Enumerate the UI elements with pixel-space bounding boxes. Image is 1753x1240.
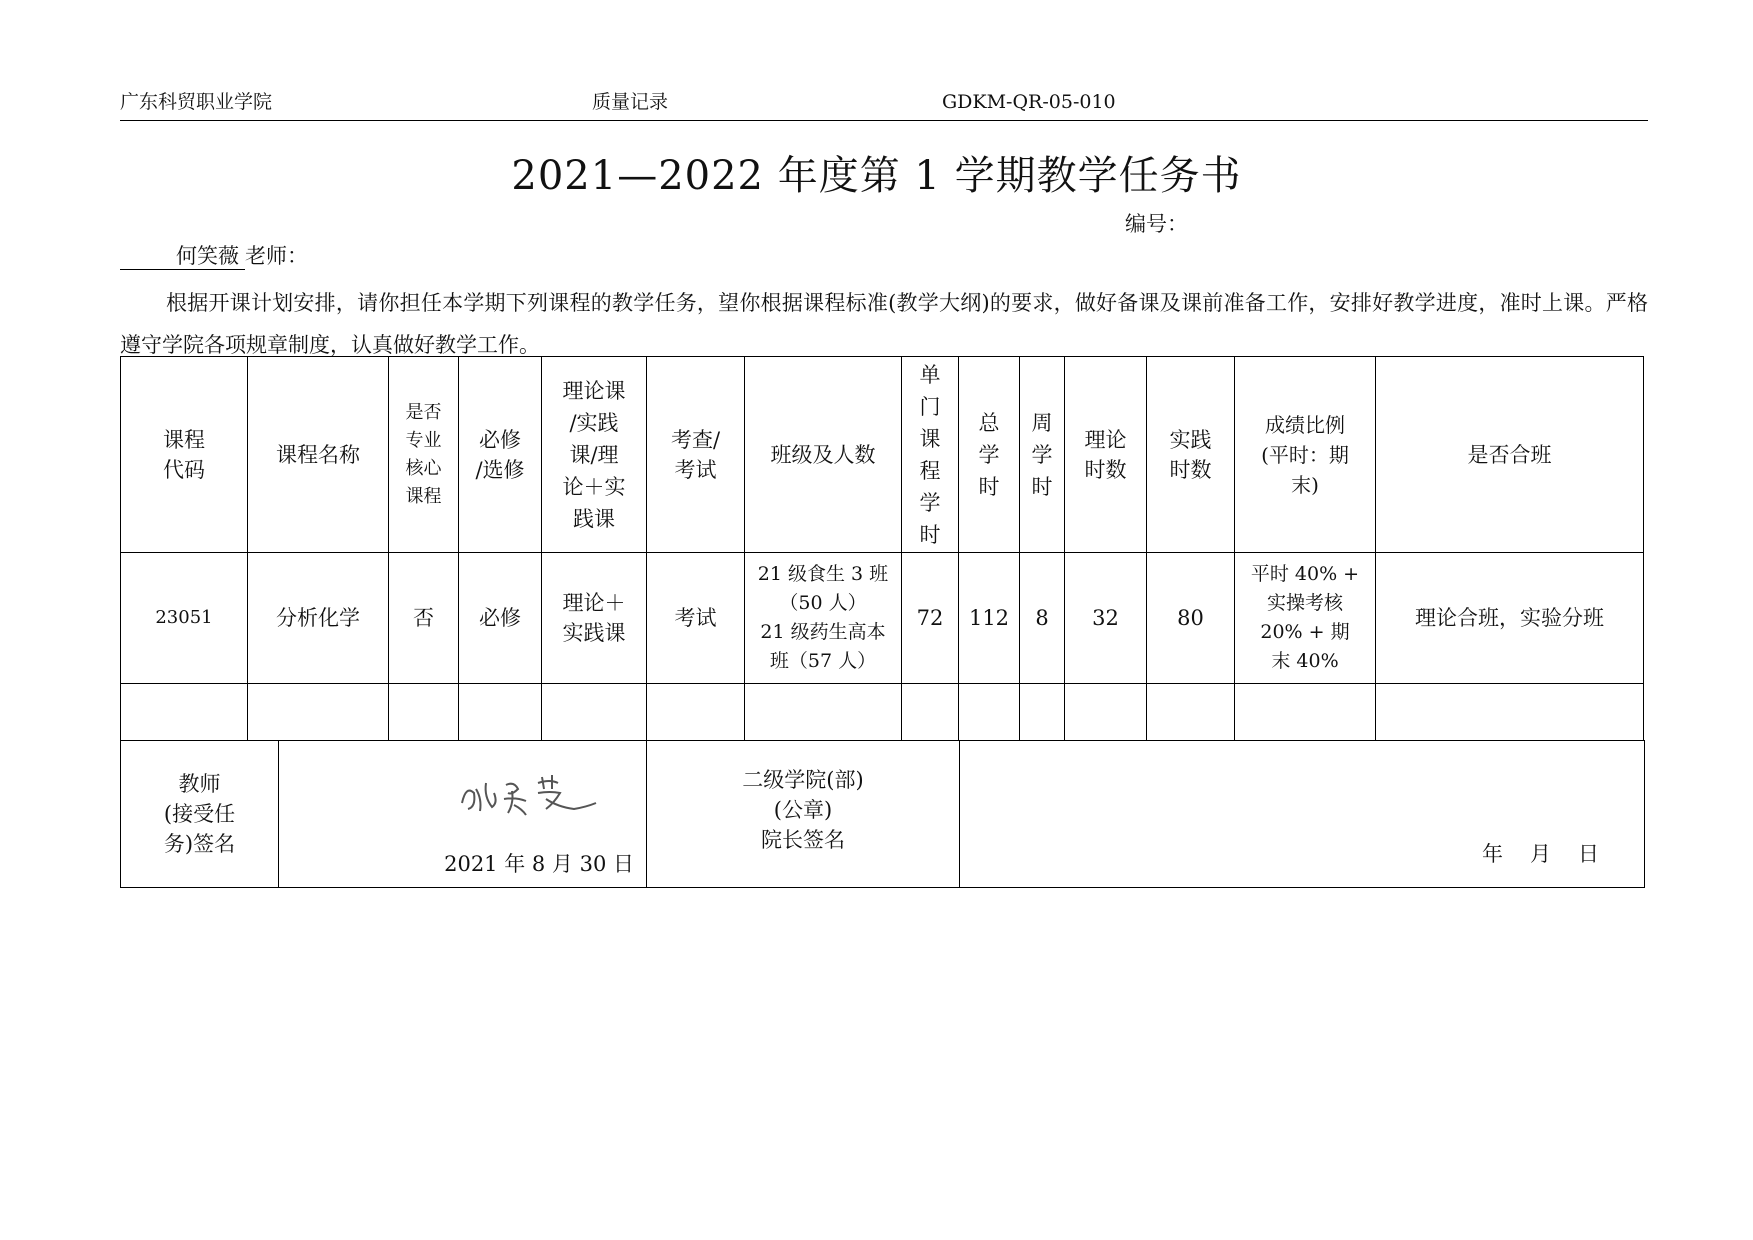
header-name: 课程名称 bbox=[248, 357, 389, 553]
empty-cell bbox=[647, 684, 745, 741]
cell-grade-ratio: 平时 40% + 实操考核 20% + 期 末 40% bbox=[1235, 553, 1376, 684]
cell-code: 23051 bbox=[121, 553, 248, 684]
addressee-line bbox=[120, 242, 308, 270]
header-grade-ratio: 成绩比例 (平时：期 末) bbox=[1235, 357, 1376, 553]
handwritten-signature bbox=[454, 763, 604, 823]
cell-single-hours: 72 bbox=[902, 553, 959, 684]
empty-cell bbox=[121, 684, 248, 741]
cell-merge: 理论合班，实验分班 bbox=[1376, 553, 1644, 684]
empty-cell bbox=[1065, 684, 1147, 741]
header-exam: 考查/ 考试 bbox=[647, 357, 745, 553]
header-merge: 是否合班 bbox=[1376, 357, 1644, 553]
intro-paragraph: 根据开课计划安排，请你担任本学期下列课程的教学任务，望你根据课程标准(教学大纲)的要求，做好备课及课前准备工作，安排好教学进度，准时上课。严格遵守学院各项规章制度，认真做好教学工作。 bbox=[120, 291, 1648, 357]
cell-type: 理论＋ 实践课 bbox=[542, 553, 647, 684]
header-single-hours: 单 门 课 程 学 时 bbox=[902, 357, 959, 553]
number-label: 编号： bbox=[1125, 212, 1188, 236]
header-required: 必修 /选修 bbox=[459, 357, 542, 553]
header-record-type: 质量记录 bbox=[592, 91, 669, 113]
empty-cell bbox=[1235, 684, 1376, 741]
teacher-name: 何笑薇 bbox=[120, 243, 245, 270]
document-title: 2021—2022 年度第 1 学期教学任务书 bbox=[511, 153, 1242, 199]
teacher-sign-date: 2021 年 8 月 30 日 bbox=[444, 852, 634, 876]
table-row-empty bbox=[121, 684, 1644, 741]
empty-cell bbox=[959, 684, 1020, 741]
header-code: 课程 代码 bbox=[121, 357, 248, 553]
header-total-hours: 总 学 时 bbox=[959, 357, 1020, 553]
cell-practice-hours: 80 bbox=[1147, 553, 1235, 684]
header-school: 广东科贸职业学院 bbox=[120, 91, 273, 113]
signature-row bbox=[121, 741, 1645, 888]
empty-cell bbox=[459, 684, 542, 741]
empty-cell bbox=[745, 684, 902, 741]
header-weekly-hours: 周 学 时 bbox=[1020, 357, 1065, 553]
dept-sign-date: 年 月 日 bbox=[1482, 842, 1600, 866]
dept-sign-area bbox=[960, 741, 1645, 888]
cell-class: 21 级食生 3 班 （50 人） 21 级药生高本 班（57 人） bbox=[745, 553, 902, 684]
header-practice-hours: 实践 时数 bbox=[1147, 357, 1235, 553]
cell-total-hours: 112 bbox=[959, 553, 1020, 684]
cell-core: 否 bbox=[389, 553, 459, 684]
header-class: 班级及人数 bbox=[745, 357, 902, 553]
empty-cell bbox=[1020, 684, 1065, 741]
empty-cell bbox=[389, 684, 459, 741]
signature-table bbox=[120, 740, 1645, 888]
header-rule bbox=[120, 120, 1648, 121]
addressee-suffix: 老师： bbox=[245, 244, 308, 268]
teacher-sign-area bbox=[279, 741, 647, 888]
empty-cell bbox=[542, 684, 647, 741]
empty-cell bbox=[1376, 684, 1644, 741]
cell-name: 分析化学 bbox=[248, 553, 389, 684]
dept-sign-label: 二级学院(部) (公章) 院长签名 bbox=[647, 741, 960, 888]
cell-required: 必修 bbox=[459, 553, 542, 684]
empty-cell bbox=[248, 684, 389, 741]
header-core: 是否 专业 核心 课程 bbox=[389, 357, 459, 553]
header-row bbox=[121, 357, 1644, 553]
table-row bbox=[121, 553, 1644, 684]
cell-weekly-hours: 8 bbox=[1020, 553, 1065, 684]
task-table bbox=[120, 356, 1644, 741]
cell-exam: 考试 bbox=[647, 553, 745, 684]
header-type: 理论课 /实践 课/理 论＋实 践课 bbox=[542, 357, 647, 553]
empty-cell bbox=[902, 684, 959, 741]
cell-theory-hours: 32 bbox=[1065, 553, 1147, 684]
teacher-sign-label: 教师 (接受任 务)签名 bbox=[121, 741, 279, 888]
header-theory-hours: 理论 时数 bbox=[1065, 357, 1147, 553]
empty-cell bbox=[1147, 684, 1235, 741]
header-doc-code: GDKM-QR-05-010 bbox=[942, 91, 1116, 113]
